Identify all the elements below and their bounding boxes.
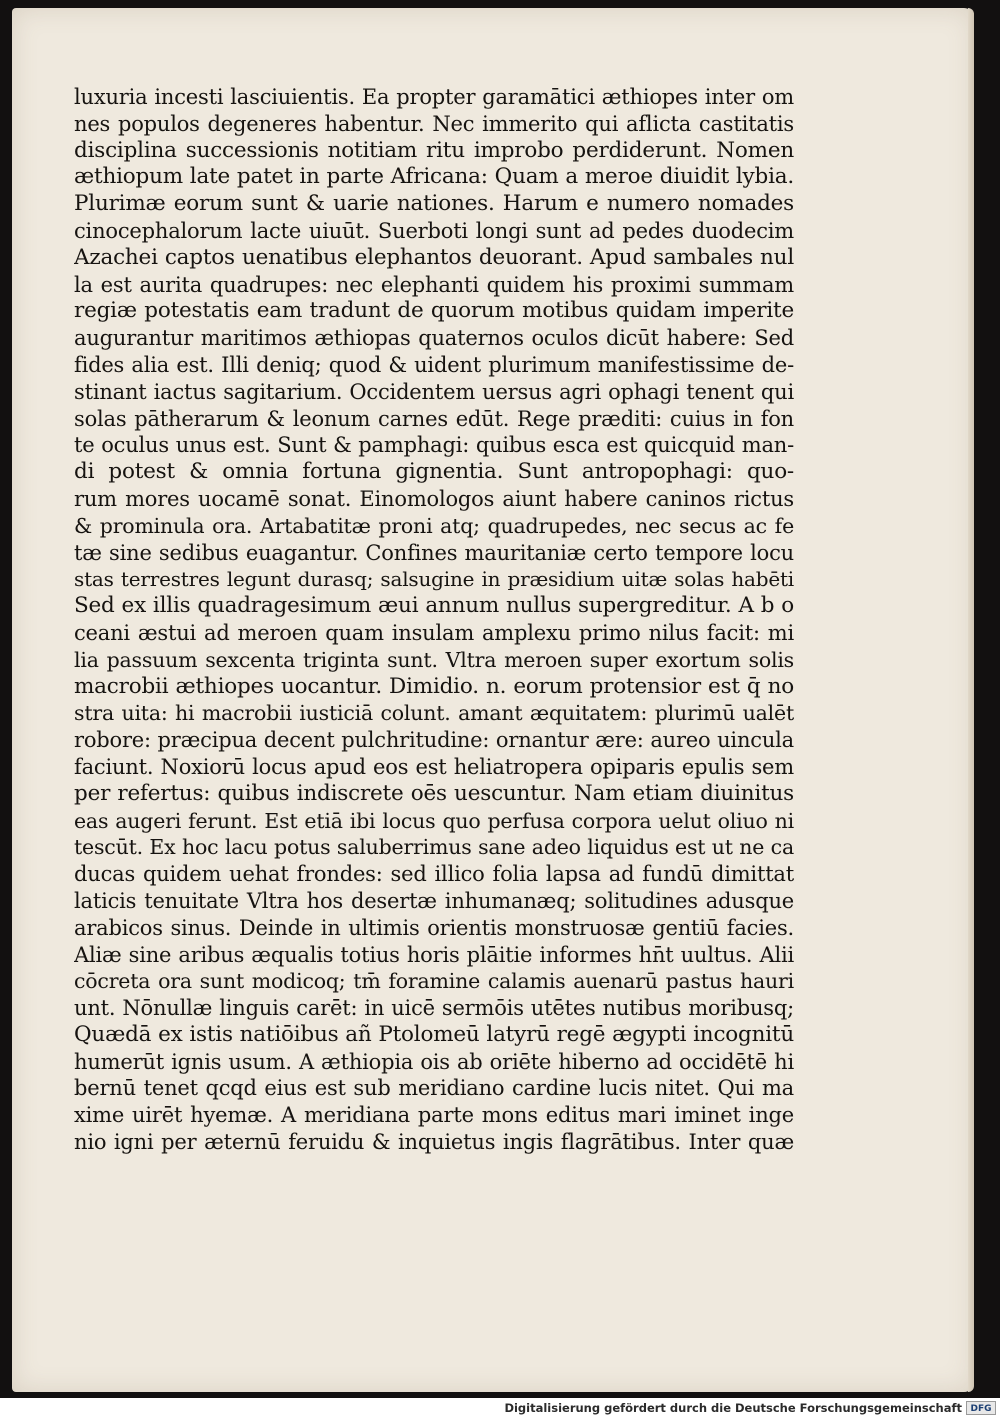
text-line: ceani æstui ad meroen quam insulam amplexu primo nilus facit: mi — [74, 620, 794, 645]
book-page — [12, 8, 974, 1392]
text-line: faciunt. Noxiorū locus apud eos est heliatropera opiparis epulis sem — [74, 754, 794, 779]
text-line: fides alia est. Illi deniq; quod & uident plurimum manifestissime de- — [74, 352, 794, 377]
footer-credit: Digitalisierung gefördert durch die Deutsche Forschungsgemeinschaft — [504, 1401, 962, 1415]
page-edge — [968, 8, 974, 1392]
text-line: bernū tenet qcqd eius est sub meridiano cardine lucis nitet. Qui ma — [74, 1076, 794, 1101]
text-line: per refertus: quibus indiscrete oēs uescuntur. Nam etiam diuinitus — [74, 780, 794, 806]
text-line: tæ sine sedibus euagantur. Confines mauritaniæ certo tempore locu — [74, 540, 794, 565]
text-line: arabicos sinus. Deinde in ultimis orientis monstruosæ gentiū facies. — [74, 915, 794, 940]
text-line: cinocephalorum lacte uiuūt. Suerboti longi sunt ad pedes duodecim — [74, 218, 794, 243]
text-line: regiæ potestatis eam tradunt de quorum motibus quidam imperite — [74, 298, 794, 324]
text-line: laticis tenuitate Vltra hos desertæ inhumanæq; solitudines adusque — [74, 888, 794, 913]
footer-band — [0, 1398, 1000, 1419]
text-line: solas pātherarum & leonum carnes edūt. Rege præditi: cuius in fon — [74, 406, 794, 431]
text-line: cōcreta ora sunt modicoq; tm̄ foramine calamis auenarū pastus hauri — [74, 969, 794, 994]
text-line: Plurimæ eorum sunt & uarie nationes. Harum e numero nomades — [74, 191, 794, 217]
text-line: macrobii æthiopes uocantur. Dimidio. n. eorum protensior est q̄ no — [74, 673, 794, 699]
text-line: te oculus unus est. Sunt & pamphagi: quibus esca est quicquid man- — [74, 433, 794, 458]
text-line: nio igni per æternū feruidu & inquietus ingis flagrātibus. Inter quæ — [74, 1130, 794, 1155]
text-line: stas terrestres legunt durasq; salsugine in præsidium uitæ solas habēti — [74, 567, 794, 592]
text-line: augurantur maritimos æthiopas quaternos oculos dicūt habere: Sed — [74, 326, 794, 351]
text-line: di potest & omnia fortuna gignentia. Sunt antropophagi: quo- — [74, 459, 794, 485]
text-line: æthiopum late patet in parte Africana: Quam a meroe diuidit lybia. — [74, 164, 794, 190]
text-line: Azachei captos uenatibus elephantos deuorant. Apud sambales nul — [74, 244, 794, 270]
text-line: eas augeri ferunt. Est etiā ibi locus quo perfusa corpora uelut oliuo ni — [74, 808, 794, 833]
text-line: disciplina successionis notitiam ritu improbo perdiderunt. Nomen — [74, 137, 794, 163]
text-line: rum mores uocamē sonat. Einomologos aiunt habere caninos rictus — [74, 486, 794, 511]
text-line: lia passuum sexcenta triginta sunt. Vltra meroen super exortum solis — [74, 647, 794, 672]
text-line: Quædā ex istis natiōibus añ Ptolomeū latyrū regē ægypti incognitū — [74, 1021, 794, 1047]
text-line: la est aurita quadrupes: nec elephanti quidem his proximi summam — [74, 272, 794, 297]
text-line: & prominula ora. Artabatitæ proni atq; quadrupedes, nec secus ac fe — [74, 513, 794, 538]
text-line: luxuria incesti lasciuientis. Ea propter garamātici æthiopes inter om — [74, 85, 794, 109]
text-line: ducas quidem uehat frondes: sed illico folia lapsa ad fundū dimittat — [74, 862, 794, 887]
body-text — [74, 84, 794, 1156]
text-line: tescūt. Ex hoc lacu potus saluberrimus sane adeo liquidus est ut ne ca — [74, 835, 794, 860]
text-line: robore: præcipua decent pulchritudine: ornantur ære: aureo uincula — [74, 728, 794, 753]
text-line: humerūt ignis usum. A æthiopia ois ab oriēte hiberno ad occidētē hi — [74, 1049, 794, 1074]
dfg-logo: DFG — [966, 1401, 996, 1415]
text-line: Aliæ sine aribus æqualis totius horis plāitie informes hn̄t uultus. Alii — [74, 942, 794, 967]
text-line: stra uita: hi macrobii iusticiā colunt. amant æquitatem: plurimū ualēt — [74, 701, 794, 726]
text-line: unt. Nōnullæ linguis carēt: in uicē sermōis utētes nutibus moribusq; — [74, 996, 794, 1021]
text-line: xime uirēt hyemæ. A meridiana parte mons editus mari iminet inge — [74, 1103, 794, 1128]
text-line: Sed ex illis quadragesimum æui annum nullus supergreditur. A b o — [74, 593, 794, 619]
text-line: nes populos degeneres habentur. Nec immerito qui aflicta castitatis — [74, 111, 794, 136]
text-line: stinant iactus sagitarium. Occidentem uersus agri ophagi tenent qui — [74, 379, 794, 404]
